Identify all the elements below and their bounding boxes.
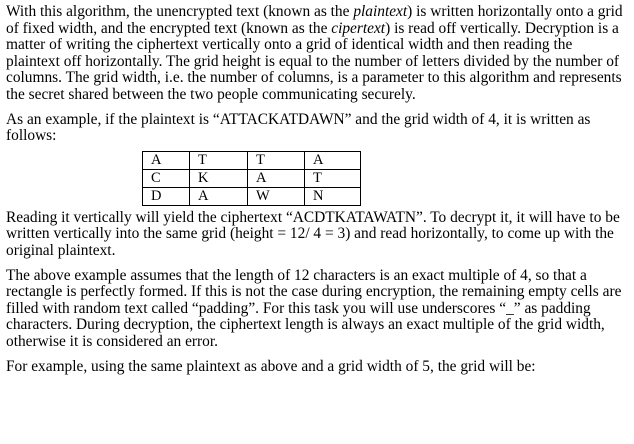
paragraph-reading-vertically: Reading it vertically will yield the ciphertext “ACDTKATAWATN”. To decrypt it, it will have to be written vertically into the same grid (height = 12/ 4 = 3) and read horizontally, to come up with the original plaintext.: [6, 208, 620, 259]
p1-text-a: With this algorithm, the unencrypted text (known as the: [6, 3, 354, 20]
cipher-grid: [142, 151, 361, 206]
grid-row: [143, 151, 361, 169]
grid-cell: D: [143, 187, 190, 205]
cipher-grid-container: [142, 151, 628, 206]
paragraph-example-intro: As an example, if the plaintext is “ATTACKATDAWN” and the grid width of 4, it is written as follows:: [6, 110, 591, 145]
document-page: [6, 4, 628, 383]
p1-text-b: ) is written horizontally onto a grid of fixed width, and the encrypted text (known as the: [6, 3, 623, 37]
grid-cell: K: [190, 169, 248, 187]
grid-cell: T: [190, 151, 248, 169]
grid-cell: A: [248, 169, 305, 187]
grid-cell: A: [143, 151, 190, 169]
grid-cell: T: [305, 169, 361, 187]
paragraph-padding: The above example assumes that the length of 12 characters is an exact multiple of 4, so that a rectangle is perfectly formed. If this is not the case during encryption, the remaining empty cells are filled with random text called “padding”. For this task you will use underscores “_” as padding characters. During decryption, the ciphertext length is always an exact multiple of the grid width, otherwise it is considered an error.: [6, 266, 622, 350]
grid-cell: N: [305, 187, 361, 205]
grid-cell: A: [190, 187, 248, 205]
grid-cell: C: [143, 169, 190, 187]
p1-text-c: ) is read off vertically. Decryption is a matter of writing the ciphertext vertically onto a grid of identical width and then reading the plaintext off horizontally. The grid height is equal to the number of letters divided by the number of columns. The grid width, i.e. the number of columns, is a parameter to this algorithm and represents the secret shared between the two people communicating securely.: [6, 19, 622, 103]
grid-row: [143, 187, 361, 205]
grid-cell: A: [305, 151, 361, 169]
ciphertext-term: cipertext: [331, 19, 386, 37]
paragraph-width-five-example: For example, using the same plaintext as above and a grid width of 5, the grid will be:: [6, 357, 536, 375]
paragraph-algorithm-description: [6, 4, 628, 104]
grid-row: [143, 169, 361, 187]
grid-cell: W: [248, 187, 305, 205]
plaintext-term: plaintext: [353, 3, 408, 20]
grid-cell: T: [248, 151, 305, 169]
